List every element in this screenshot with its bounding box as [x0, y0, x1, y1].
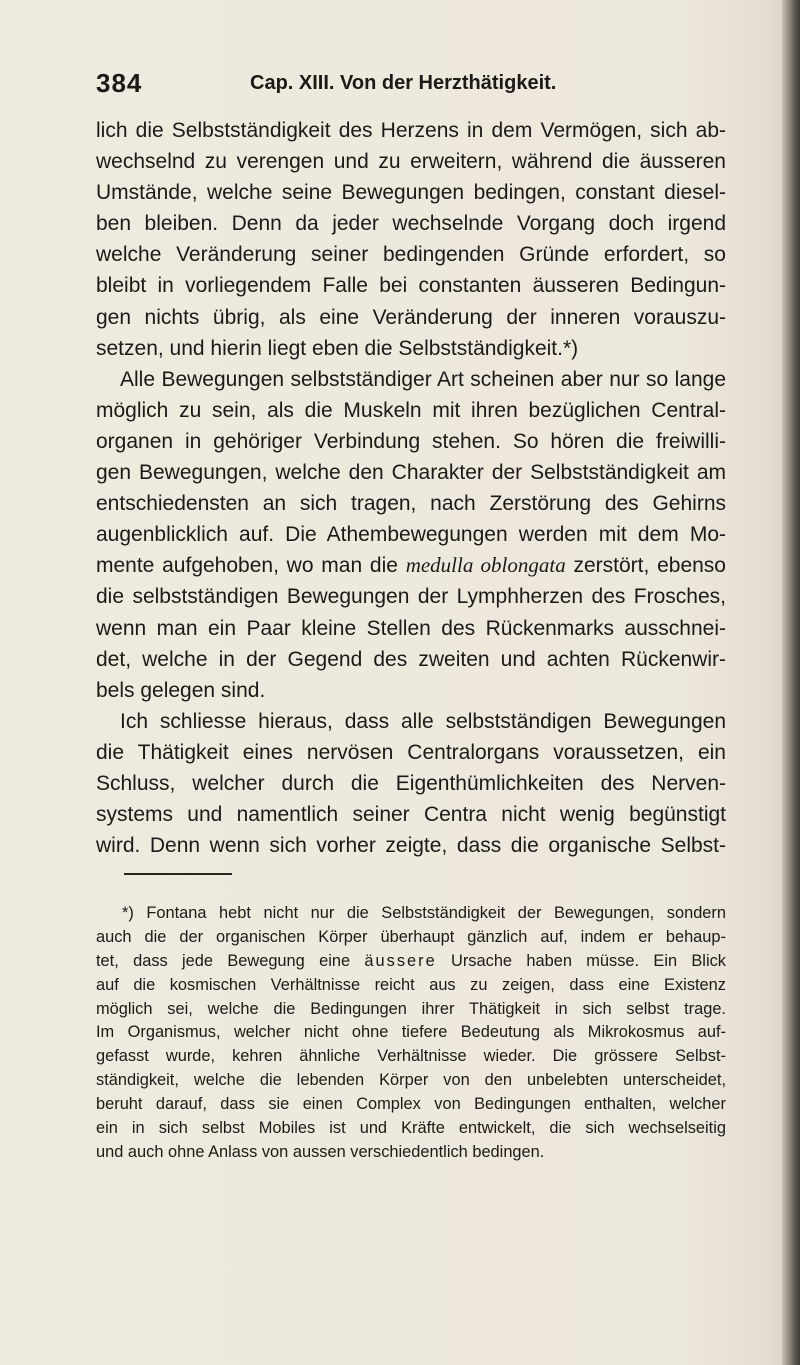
footnote-line: Im Organismus, welcher nicht ohne tiefere Bedeutung als Mikrokosmus auf- — [96, 1023, 726, 1042]
text-line: organen in gehöriger Verbindung stehen. So hören die freiwilli- — [96, 429, 726, 453]
text-line: die selbstständigen Bewegungen der Lymphherzen des Frosches, — [96, 585, 726, 609]
text-segment: Ursache haben müsse. Ein Blick — [451, 951, 726, 970]
footnote-line: beruht darauf, dass sie einen Complex von Bedingungen enthalten, welcher — [96, 1095, 726, 1114]
footnote-line: auch die der organischen Körper überhaupt gänzlich auf, indem er behaup- — [96, 927, 726, 946]
text-line: Ich schliesse hieraus, dass alle selbstständigen Bewegungen — [120, 709, 726, 733]
text-line: setzen, und hierin liegt eben die Selbstständigkeit.*) — [96, 336, 579, 360]
text-segment: tet, dass jede Bewegung eine — [96, 951, 351, 970]
text-line: möglich zu sein, als die Muskeln mit ihren bezüglichen Central- — [96, 398, 726, 422]
footnote-line: ein in sich selbst Mobiles ist und Kräfte entwickelt, die sich wechselseitig — [96, 1119, 726, 1138]
page-number: 384 — [96, 68, 143, 98]
text-line: lich die Selbstständigkeit des Herzens in dem Vermögen, sich ab- — [96, 119, 726, 142]
text-line: gen nichts übrig, als eine Veränderung der inneren vorauszu- — [96, 305, 726, 329]
text-line: wechselnd zu verengen und zu erweitern, während die äusseren — [96, 150, 726, 174]
text-line: Umstände, welche seine Bewegungen bedingen, constant diesel- — [96, 181, 726, 205]
text-line: ben bleiben. Denn da jeder wechselnde Vorgang doch irgend — [96, 212, 726, 236]
text-line-mixed — [96, 550, 726, 581]
text-line: Alle Bewegungen selbstständiger Art scheinen aber nur so lange — [120, 367, 726, 391]
footnote-line: gefasst wurde, kehren ähnliche Verhältnisse wieder. Die grössere Selbst- — [96, 1047, 726, 1066]
main-text — [96, 115, 726, 861]
footnote-line: und auch ohne Anlass von aussen verschiedentlich bedingen. — [96, 1142, 545, 1161]
footnote-line: auf die kosmischen Verhältnisse reicht aus zu zeigen, dass eine Existenz — [96, 975, 726, 994]
italic-term: medulla oblongata — [405, 553, 566, 578]
text-segment: zerstört, ebenso — [573, 554, 726, 578]
spaced-emphasis: äussere — [364, 951, 437, 970]
footnote — [96, 902, 726, 1165]
text-segment: mente aufgehoben, wo man die — [96, 554, 398, 578]
text-line: welche Veränderung seiner bedingenden Gründe erfordert, so — [96, 243, 726, 267]
text-line: bleibt in vorliegendem Falle bei constanten äusseren Bedingun- — [96, 274, 726, 298]
running-head: Cap. XIII. Von der Herzthätigkeit. — [250, 72, 557, 94]
text-line: wenn man ein Paar kleine Stellen des Rückenmarks ausschnei- — [96, 616, 726, 640]
text-line: gen Bewegungen, welche den Charakter der Selbstständigkeit am — [96, 461, 726, 485]
text-line: die Thätigkeit eines nervösen Centralorgans voraussetzen, ein — [96, 740, 726, 764]
text-line: systems und namentlich seiner Centra nicht wenig begünstigt — [96, 803, 726, 827]
page-header — [96, 68, 616, 108]
text-line: det, welche in der Gegend des zweiten und achten Rückenwir- — [96, 647, 726, 671]
footnote-line-mixed — [96, 950, 726, 974]
footnote-divider — [124, 873, 232, 875]
footnote-line: *) Fontana hebt nicht nur die Selbstständigkeit der Bewegungen, sondern — [122, 904, 726, 922]
footnote-line: ständigkeit, welche die lebenden Körper von den unbelebten unterscheidet, — [96, 1071, 726, 1090]
text-line: wird. Denn wenn sich vorher zeigte, dass die organische Selbst- — [96, 834, 726, 858]
footnote-line: möglich sei, welche die Bedingungen ihrer Thätigkeit in sich selbst trage. — [96, 999, 726, 1018]
text-line: augenblicklich auf. Die Athembewegungen werden mit dem Mo- — [96, 523, 726, 547]
text-line: bels gelegen sind. — [96, 678, 266, 702]
page-edge-shadow — [782, 0, 800, 1365]
text-line: Schluss, welcher durch die Eigenthümlichkeiten des Nerven- — [96, 771, 726, 795]
text-line: entschiedensten an sich tragen, nach Zerstörung des Gehirns — [96, 492, 726, 516]
